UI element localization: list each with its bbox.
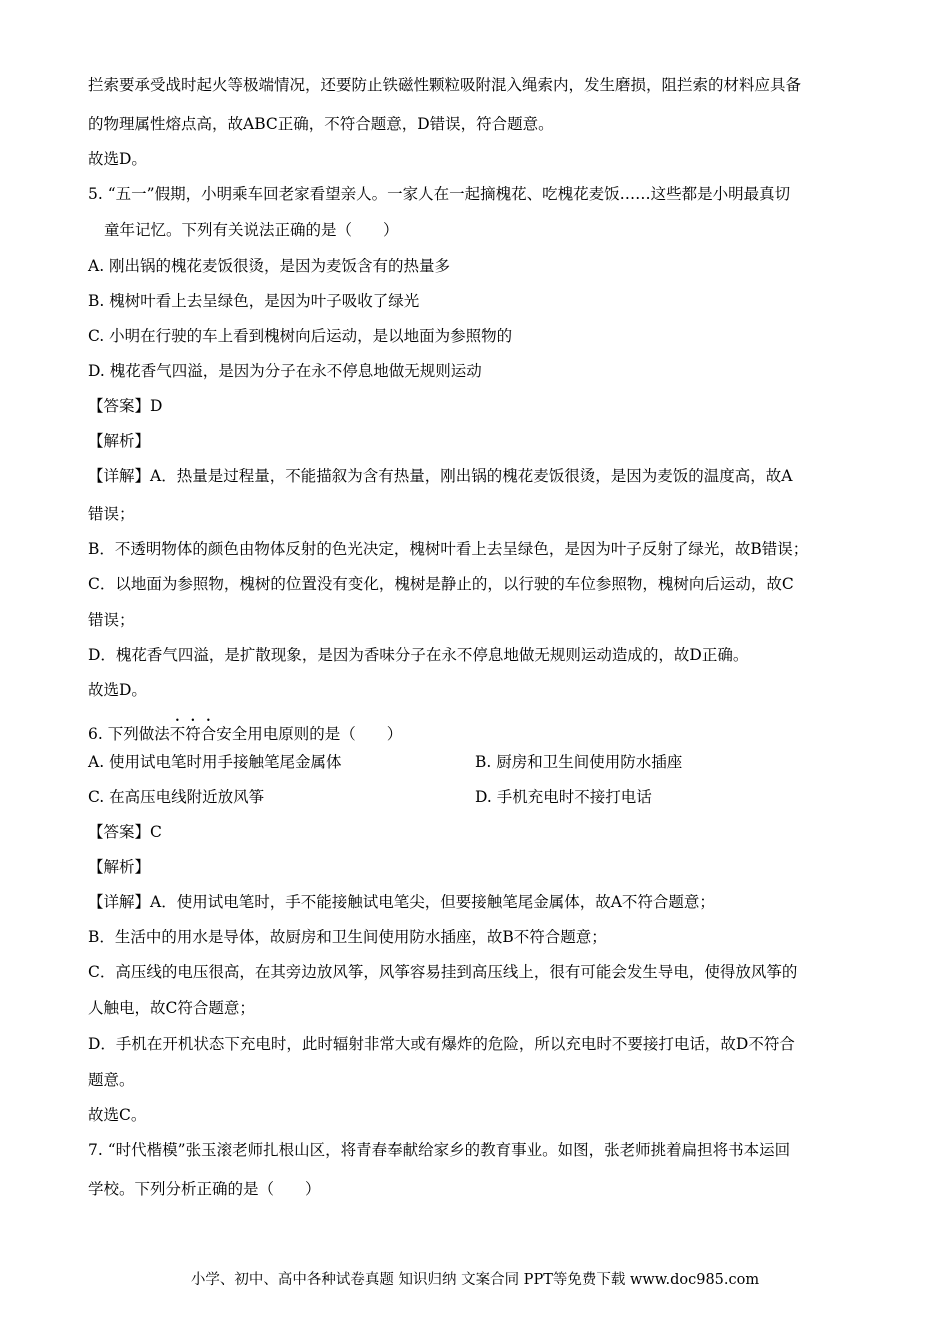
q6-stem-prefix: 6. 下列做法 xyxy=(88,725,170,743)
q5-option-c: C. 小明在行驶的车上看到槐树向后运动，是以地面为参照物的 xyxy=(88,327,513,345)
q5-detail-line: B．不透明物体的颜色由物体反射的色光决定，槐树叶看上去呈绿色，是因为叶子反射了绿光，故B错误； xyxy=(88,540,809,558)
q6-answer: 【答案】C xyxy=(88,823,162,841)
q5-analysis-heading: 【解析】 xyxy=(88,432,151,450)
q5-option-d: D. 槐花香气四溢，是因为分子在永不停息地做无规则运动 xyxy=(88,362,482,380)
q5-detail-line: 错误； xyxy=(88,505,135,523)
q5-answer: 【答案】D xyxy=(88,397,163,415)
q6-detail-line: 人触电，故C符合题意； xyxy=(88,999,255,1017)
q6-detail-line: 题意。 xyxy=(88,1071,135,1089)
q6-detail-line: D．手机在开机状态下充电时，此时辐射非常大或有爆炸的危险，所以充电时不要接打电话，故D不符合 xyxy=(88,1035,795,1053)
text-line: 故选D。 xyxy=(88,150,147,168)
page-footer: 小学、初中、高中各种试卷真题 知识归纳 文案合同 PPT等免费下载 www.doc985.com xyxy=(190,1272,760,1288)
q5-detail-line: C．以地面为参照物，槐树的位置没有变化，槐树是静止的，以行驶的车位参照物，槐树向后运动，故C xyxy=(88,575,794,593)
q7-stem: 学校。下列分析正确的是（ ） xyxy=(88,1180,321,1198)
text-line: 拦索要承受战时起火等极端情况，还要防止铁磁性颗粒吸附混入绳索内，发生磨损，阻拦索的材料应具备 xyxy=(88,76,802,94)
q5-option-a: A. 刚出锅的槐花麦饭很烫，是因为麦饭含有的热量多 xyxy=(88,257,451,275)
q5-detail-line: 故选D。 xyxy=(88,681,147,699)
q5-stem: 5. “五一”假期，小明乘车回老家看望亲人。一家人在一起摘槐花、吃槐花麦饭……这些都是小明最真切 xyxy=(88,185,791,203)
q5-detail-line: D．槐花香气四溢，是扩散现象，是因为香味分子在永不停息地做无规则运动造成的，故D正确。 xyxy=(88,646,749,664)
q7-stem: 7. “时代楷模”张玉滚老师扎根山区，将青春奉献给家乡的教育事业。如图，张老师挑着扁担将书本运回 xyxy=(88,1141,791,1159)
q6-stem xyxy=(88,716,402,744)
q6-detail-line: C．高压线的电压很高，在其旁边放风筝，风筝容易挂到高压线上，很有可能会发生导电，使得放风筝的 xyxy=(88,963,798,981)
text-line: 的物理属性熔点高，故ABC正确，不符合题意，D错误，符合题意。 xyxy=(88,115,554,133)
q6-analysis-heading: 【解析】 xyxy=(88,858,151,876)
q6-detail-line: B．生活中的用水是导体，故厨房和卫生间使用防水插座，故B不符合题意； xyxy=(88,928,607,946)
q6-option-c: C. 在高压电线附近放风筝 xyxy=(88,788,265,806)
q6-detail-line: 故选C。 xyxy=(88,1106,147,1124)
q6-option-a: A. 使用试电笔时用手接触笔尾金属体 xyxy=(88,753,342,771)
q5-option-b: B. 槐树叶看上去呈绿色，是因为叶子吸收了绿光 xyxy=(88,292,420,310)
q6-option-b: B. 厨房和卫生间使用防水插座 xyxy=(475,753,683,771)
q5-stem: 童年记忆。下列有关说法正确的是（ ） xyxy=(104,221,399,239)
q5-detail-line: 错误； xyxy=(88,611,135,629)
q6-stem-suffix: 安全用电原则的是（ ） xyxy=(216,725,403,743)
q6-detail-line: 【详解】A．使用试电笔时，手不能接触试电笔尖，但要接触笔尾金属体，故A不符合题意； xyxy=(88,893,715,911)
q5-detail-line: 【详解】A．热量是过程量，不能描叙为含有热量，刚出锅的槐花麦饭很烫，是因为麦饭的温度高，故A xyxy=(88,467,793,485)
q6-stem-emphasis: 不符合 xyxy=(169,725,217,743)
q6-option-d: D. 手机充电时不接打电话 xyxy=(475,788,652,806)
